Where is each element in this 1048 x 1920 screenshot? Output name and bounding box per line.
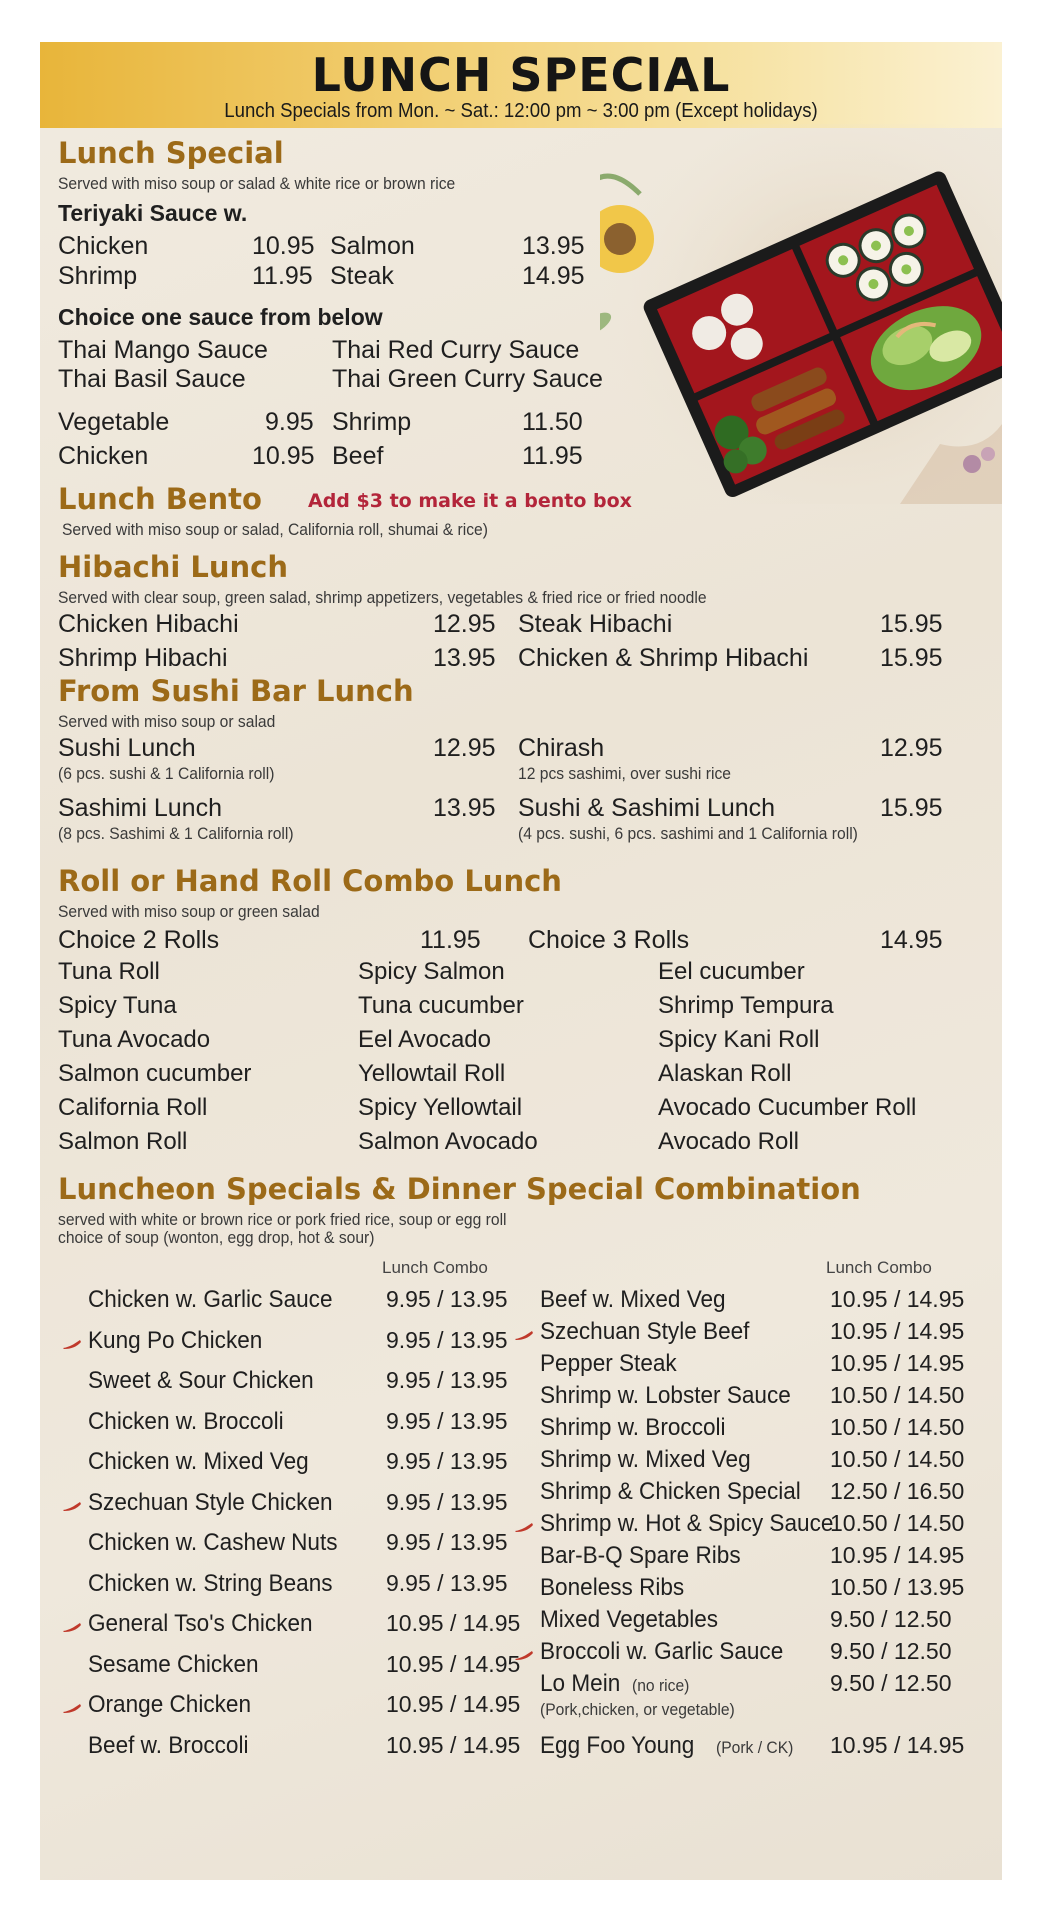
roll-option: Avocado Cucumber Roll xyxy=(658,1094,917,1121)
roll-option: Tuna cucumber xyxy=(358,992,524,1019)
menu-item-name: Shrimp xyxy=(332,408,412,436)
hibachi-note: Served with clear soup, green salad, shrimp appetizers, vegetables & fried rice or fried noodle xyxy=(58,588,707,607)
menu-item-price: 12.95 xyxy=(880,734,943,762)
menu-item-price: 14.95 xyxy=(522,262,585,290)
menu-item-price: 15.95 xyxy=(880,610,943,638)
combo-item-name: Szechuan Style Chicken xyxy=(88,1488,333,1516)
menu-item-name: Chicken & Shrimp Hibachi xyxy=(518,644,809,672)
teriyaki-heading: Teriyaki Sauce w. xyxy=(58,200,248,226)
menu-item-name: Steak Hibachi xyxy=(518,610,673,638)
combo-item-price: 10.95 / 14.95 xyxy=(386,1731,521,1758)
roll-option: Spicy Salmon xyxy=(358,958,505,985)
combo-item-price: 9.95 / 13.95 xyxy=(386,1286,508,1312)
combo-item-price: 10.95 / 14.95 xyxy=(830,1542,965,1568)
menu-item-price: 13.95 xyxy=(433,644,496,672)
menu-item-price: 13.95 xyxy=(433,794,496,822)
menu-item-price: 12.95 xyxy=(433,734,496,762)
roll-option: Tuna Roll xyxy=(58,958,160,985)
menu-item-price: 10.95 xyxy=(252,232,315,260)
combo-item-name: Shrimp w. Mixed Veg xyxy=(540,1446,751,1473)
roll-option: Salmon Roll xyxy=(58,1128,188,1155)
combo-item-name: Beef w. Broccoli xyxy=(88,1731,249,1759)
combo-item-name: Orange Chicken xyxy=(88,1691,252,1718)
combo-item-extra: (Pork / CK) xyxy=(716,1738,794,1757)
sauce-heading: Choice one sauce from below xyxy=(58,304,383,330)
menu-item-name: Vegetable xyxy=(58,408,170,436)
price-column-header: Lunch Combo xyxy=(826,1258,932,1277)
combo-item-price: 10.95 / 14.95 xyxy=(830,1732,965,1758)
combo-item-name: Beef w. Mixed Veg xyxy=(540,1286,726,1313)
menu-item-price: 15.95 xyxy=(880,644,943,672)
combo-item-price: 9.95 / 13.95 xyxy=(386,1326,508,1353)
combo-item-price: 10.95 / 14.95 xyxy=(830,1286,965,1312)
menu-item-name: Sushi Lunch xyxy=(58,734,196,762)
combo-item-name: Chicken w. Mixed Veg xyxy=(88,1448,309,1475)
combo-item-name: Boneless Ribs xyxy=(540,1574,685,1601)
menu-item-price: 12.95 xyxy=(433,610,496,638)
menu-item-name: Salmon xyxy=(330,232,415,260)
bento-add-note: Add $3 to make it a bento box xyxy=(308,490,632,512)
combo-item-price: 10.95 / 14.95 xyxy=(386,1610,521,1636)
combo-item-price: 10.50 / 13.95 xyxy=(830,1574,965,1600)
menu-item-name: Beef xyxy=(332,442,384,470)
section-title-lunch-special: Lunch Special xyxy=(58,136,284,170)
menu-item-price: 13.95 xyxy=(522,232,585,260)
combo-item-name: Shrimp w. Lobster Sauce xyxy=(540,1382,791,1409)
roll-option: Tuna Avocado xyxy=(58,1026,211,1053)
roll-option: Avocado Roll xyxy=(658,1128,799,1155)
menu-item-name: Choice 3 Rolls xyxy=(528,926,690,954)
combo-item-name: Sweet & Sour Chicken xyxy=(88,1367,314,1394)
combo-item-name: Kung Po Chicken xyxy=(88,1326,263,1354)
combo-item-price: 9.95 / 13.95 xyxy=(386,1367,508,1393)
combo-item-name: Shrimp & Chicken Special xyxy=(540,1478,801,1505)
combo-item-price: 9.50 / 12.50 xyxy=(830,1670,952,1696)
menu-item-desc: 12 pcs sashimi, over sushi rice xyxy=(518,764,731,783)
combo-item-name: Sesame Chicken xyxy=(88,1650,259,1678)
sauce-option: Thai Mango Sauce xyxy=(58,336,268,364)
roll-option: Spicy Yellowtail xyxy=(358,1094,523,1121)
combo-item-price: 10.95 / 14.95 xyxy=(830,1318,965,1344)
menu-item-name: Steak xyxy=(330,262,394,290)
menu-item-price: 11.95 xyxy=(522,442,583,470)
combo-item-name: Shrimp w. Broccoli xyxy=(540,1414,726,1441)
sauce-option: Thai Red Curry Sauce xyxy=(332,336,580,364)
menu-item-name: Shrimp Hibachi xyxy=(58,644,228,672)
combo-item-name: Pepper Steak xyxy=(540,1350,677,1377)
menu-item-name: Chicken xyxy=(58,442,149,470)
chili-pepper-icon xyxy=(62,1339,82,1350)
combo-item-name: Chicken w. Broccoli xyxy=(88,1407,284,1435)
chili-pepper-icon xyxy=(514,1330,534,1341)
sauce-option: Thai Green Curry Sauce xyxy=(332,365,603,393)
roll-option: Eel cucumber xyxy=(658,958,805,985)
section-title-hibachi: Hibachi Lunch xyxy=(58,550,289,584)
combo-item-name: Broccoli w. Garlic Sauce xyxy=(540,1638,784,1665)
menu-item-desc: (4 pcs. sushi, 6 pcs. sashimi and 1 California roll) xyxy=(518,824,858,843)
combo-item-price: 9.50 / 12.50 xyxy=(830,1638,952,1664)
combo-item-price: 10.50 / 14.50 xyxy=(830,1382,965,1408)
page-subtitle: Lunch Specials from Mon. ~ Sat.: 12:00 pm ~ 3:00 pm (Except holidays) xyxy=(224,100,818,122)
menu-item-desc: (6 pcs. sushi & 1 California roll) xyxy=(58,764,275,783)
combo-item-name: Mixed Vegetables xyxy=(540,1606,719,1633)
menu-item-price: 15.95 xyxy=(880,794,943,822)
combo-item-extra: (no rice) xyxy=(632,1676,690,1695)
menu-page xyxy=(40,42,1002,1880)
combo-item-name: General Tso's Chicken xyxy=(88,1610,313,1637)
chili-pepper-icon xyxy=(62,1703,82,1714)
combo-item-price: 9.95 / 13.95 xyxy=(386,1488,508,1515)
menu-item-price: 11.95 xyxy=(252,262,313,290)
combo-item-name: Szechuan Style Beef xyxy=(540,1318,750,1345)
menu-item-name: Chicken xyxy=(58,232,149,260)
combo-item-name: Chicken w. String Beans xyxy=(88,1569,333,1597)
combo-item-desc: (Pork,chicken, or vegetable) xyxy=(540,1700,735,1719)
section-title-roll-combo: Roll or Hand Roll Combo Lunch xyxy=(58,864,562,898)
menu-item-name: Sashimi Lunch xyxy=(58,794,222,822)
combo-item-price: 10.50 / 14.50 xyxy=(830,1414,965,1440)
combo-item-price: 12.50 / 16.50 xyxy=(830,1478,965,1504)
section-title-lunch-bento: Lunch Bento xyxy=(58,482,262,516)
combo-item-price: 9.95 / 13.95 xyxy=(386,1529,508,1555)
combo-item-name: Chicken w. Garlic Sauce xyxy=(88,1286,333,1313)
lunch-bento-note: Served with miso soup or salad, California roll, shumai & rice) xyxy=(62,520,488,539)
combo-item-name: Shrimp w. Hot & Spicy Sauce xyxy=(540,1510,834,1537)
combo-item-price: 9.50 / 12.50 xyxy=(830,1606,952,1632)
combination-note-2: choice of soup (wonton, egg drop, hot & sour) xyxy=(58,1228,375,1247)
menu-item-price: 9.95 xyxy=(265,408,314,436)
combination-note-1: served with white or brown rice or pork fried rice, soup or egg roll xyxy=(58,1210,507,1229)
roll-option: Alaskan Roll xyxy=(658,1060,792,1087)
menu-item-price: 10.95 xyxy=(252,442,315,470)
combo-item-price: 10.95 / 14.95 xyxy=(830,1350,965,1376)
bento-box-photo xyxy=(600,124,1002,504)
menu-item-desc: (8 pcs. Sashimi & 1 California roll) xyxy=(58,824,294,843)
combo-item-price: 10.95 / 14.95 xyxy=(386,1650,521,1677)
menu-item-price: 11.95 xyxy=(420,926,481,954)
roll-combo-note: Served with miso soup or green salad xyxy=(58,902,320,921)
menu-item-name: Choice 2 Rolls xyxy=(58,926,220,954)
menu-item-price: 14.95 xyxy=(880,926,943,954)
lunch-special-note: Served with miso soup or salad & white rice or brown rice xyxy=(58,174,456,193)
combo-item-price: 10.50 / 14.50 xyxy=(830,1510,965,1536)
roll-option: Salmon Avocado xyxy=(358,1128,538,1155)
roll-option: Shrimp Tempura xyxy=(658,992,834,1019)
sushi-bar-note: Served with miso soup or salad xyxy=(58,712,276,731)
roll-option: California Roll xyxy=(58,1094,208,1121)
combo-item-name: Egg Foo Young xyxy=(540,1732,695,1759)
chili-pepper-icon xyxy=(514,1522,534,1533)
chili-pepper-icon xyxy=(62,1501,82,1512)
menu-item-name: Sushi & Sashimi Lunch xyxy=(518,794,776,822)
sauce-option: Thai Basil Sauce xyxy=(58,365,246,393)
roll-option: Eel Avocado xyxy=(358,1026,491,1053)
section-title-combination: Luncheon Specials & Dinner Special Combination xyxy=(58,1172,861,1206)
chili-pepper-icon xyxy=(514,1650,534,1661)
page-title: LUNCH SPECIAL xyxy=(311,48,731,102)
header-banner xyxy=(40,42,1002,128)
menu-item-name: Chirash xyxy=(518,734,605,762)
combo-item-price: 10.50 / 14.50 xyxy=(830,1446,965,1472)
combo-item-price: 9.95 / 13.95 xyxy=(386,1448,508,1474)
combo-item-name: Chicken w. Cashew Nuts xyxy=(88,1529,338,1556)
combo-item-name: Lo Mein xyxy=(540,1670,621,1697)
combo-item-price: 10.95 / 14.95 xyxy=(386,1691,521,1717)
menu-item-price: 11.50 xyxy=(522,408,583,436)
menu-item-name: Chicken Hibachi xyxy=(58,610,239,638)
chili-pepper-icon xyxy=(62,1622,82,1633)
roll-option: Salmon cucumber xyxy=(58,1060,252,1087)
menu-item-name: Shrimp xyxy=(58,262,138,290)
roll-option: Yellowtail Roll xyxy=(358,1060,506,1087)
price-column-header: Lunch Combo xyxy=(382,1258,488,1277)
combo-item-name: Bar-B-Q Spare Ribs xyxy=(540,1542,741,1569)
roll-option: Spicy Kani Roll xyxy=(658,1026,820,1053)
section-title-sushi-bar: From Sushi Bar Lunch xyxy=(58,674,414,708)
combo-item-price: 9.95 / 13.95 xyxy=(386,1407,508,1434)
roll-option: Spicy Tuna xyxy=(58,992,177,1019)
combo-item-price: 9.95 / 13.95 xyxy=(386,1569,508,1596)
